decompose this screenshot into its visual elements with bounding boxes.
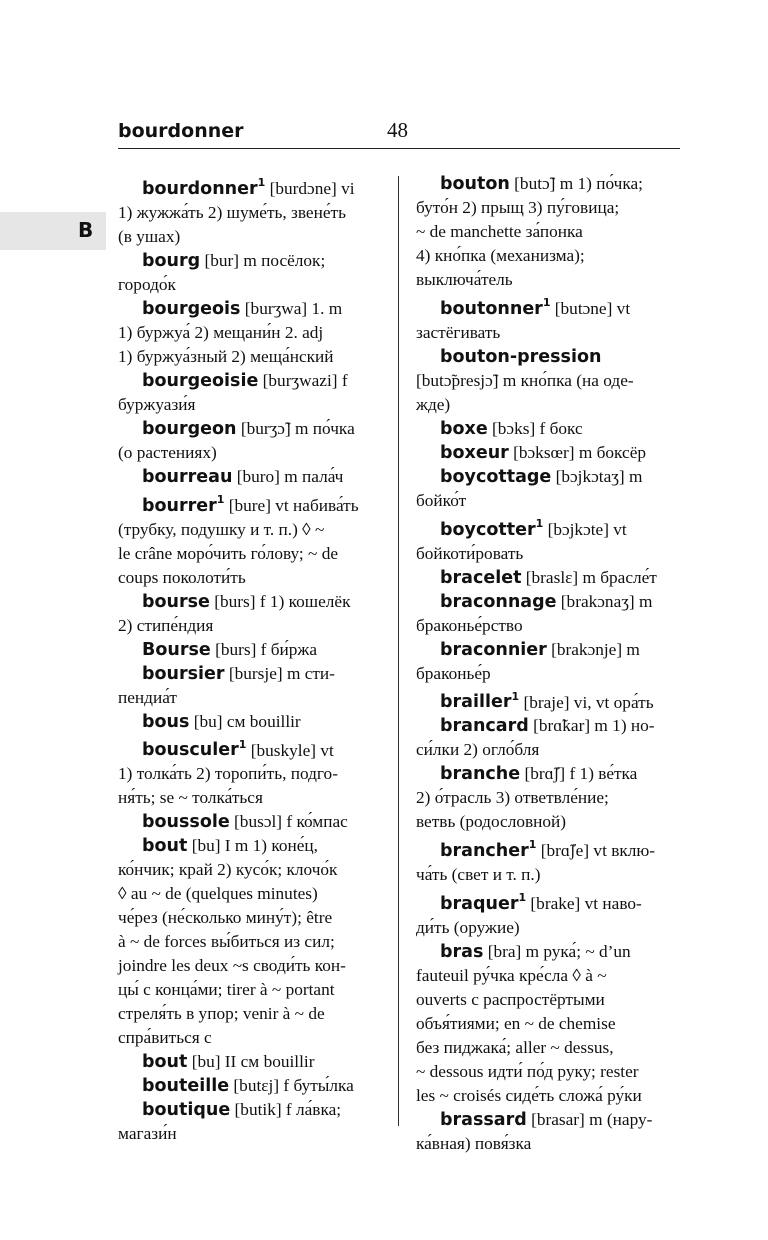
entry-text: [buro] m пала́ч — [232, 466, 344, 486]
entry-text: [busɔl] f ко́мпас — [229, 812, 348, 832]
entry-text: спра́виться с — [118, 1028, 212, 1048]
headword: brailler$^1$ — [440, 689, 520, 713]
entry-continuation — [416, 220, 682, 244]
headword: braconnier — [440, 639, 547, 660]
headword: bouton — [440, 174, 510, 194]
entry-text: цы́ с конца́ми; tirer à ~ portant — [118, 980, 335, 1000]
page-number: 48 — [387, 118, 408, 142]
headword: boxe — [440, 418, 488, 439]
entry-line — [118, 249, 382, 273]
entry-continuation — [416, 738, 682, 762]
entry-text: выключа́тель — [416, 270, 513, 289]
entry-continuation — [416, 268, 682, 292]
entry-continuation — [118, 393, 382, 417]
entry-continuation — [118, 762, 382, 786]
entry-text: [bra] m рука́; ~ d’un — [483, 942, 631, 962]
entry-text: ветвь (родословной) — [416, 812, 567, 832]
entry-line — [416, 887, 682, 916]
entry-text: [brɑ̃kar] m 1) но- — [528, 716, 655, 736]
entry-text: [braje] vi, vt ора́ть — [519, 692, 654, 712]
entry-text: ка́вная) повя́зка — [416, 1134, 532, 1154]
entry-continuation — [416, 321, 682, 345]
entry-text: объя́тиями; en ~ de chemise — [416, 1014, 616, 1034]
entry-line — [416, 762, 682, 786]
headword: bourgeon — [142, 418, 237, 439]
headword: brassard — [440, 1110, 527, 1131]
entry-text: (в ушах) — [118, 226, 181, 246]
entry-text: жде) — [416, 394, 451, 414]
entry-text: [brasar] m (нару- — [526, 1110, 653, 1130]
entry-text: [brake] vt наво- — [526, 894, 642, 914]
entry-text: ня́ть; se ~ толка́ться — [118, 788, 263, 808]
entry-continuation — [416, 1084, 682, 1108]
entry-text: ко́нчик; край 2) кусо́к; клочо́к — [118, 860, 338, 880]
headword: bourrer$^1$ — [142, 492, 225, 516]
entry-text: 4) кно́пка (механизма); — [416, 246, 585, 265]
headword: boutique — [142, 1100, 231, 1121]
entry-text: [burdɔne] vi — [265, 178, 355, 198]
entry-continuation — [416, 810, 682, 834]
entry-continuation — [118, 225, 382, 249]
entry-text: ~ dessous идти́ по́д руку; rester — [416, 1062, 639, 1082]
entry-text: бойко́т — [416, 490, 467, 510]
column-divider — [398, 176, 399, 1126]
entry-continuation — [118, 786, 382, 810]
entry-text: че́рез (не́сколько мину́т); être — [118, 908, 333, 928]
entry-text: застёгивать — [416, 322, 501, 342]
entry-text: fauteuil ру́чка кре́сла ◊ à ~ — [416, 966, 607, 986]
entry-line — [118, 465, 382, 489]
entry-continuation — [118, 906, 382, 930]
headword: bous — [142, 711, 190, 732]
entry-continuation — [416, 1036, 682, 1060]
entry-line — [416, 172, 682, 196]
entry-continuation — [416, 393, 682, 417]
right-column — [416, 172, 682, 1156]
headword: braquer$^1$ — [440, 891, 527, 915]
entry-continuation — [118, 1026, 382, 1050]
headword: branche — [440, 764, 521, 785]
entry-text: à ~ de forces вы́биться из сил; — [118, 932, 335, 952]
entry-text: ди́ть (оружие) — [416, 918, 520, 938]
headword: bras — [440, 942, 484, 963]
entry-line — [416, 1108, 682, 1132]
headword: bracelet — [440, 567, 522, 588]
entry-line — [118, 369, 382, 393]
entry-text: 1) толка́ть 2) торопи́ть, подго- — [118, 764, 338, 784]
headword: bout — [142, 1052, 188, 1073]
entry-continuation — [118, 954, 382, 978]
entry-continuation — [118, 273, 382, 297]
headword: boxeur — [440, 442, 509, 463]
entry-text: без пиджака́; aller ~ dessus, — [416, 1038, 614, 1058]
entry-continuation — [416, 369, 682, 393]
entry-continuation — [416, 662, 682, 686]
entry-text: ча́ть (свет и т. п.) — [416, 865, 541, 885]
entry-line — [118, 734, 382, 763]
headword: bourgeois — [142, 298, 241, 319]
entry-continuation — [118, 1002, 382, 1026]
entry-continuation — [118, 321, 382, 345]
entry-text: [butɔ̃] m 1) по́чка; — [509, 174, 643, 193]
headword: bouteille — [142, 1076, 230, 1097]
entry-text: le crâne моро́чить го́лову; ~ de — [118, 543, 339, 563]
entry-continuation — [118, 614, 382, 638]
entry-continuation — [118, 441, 382, 465]
headword: bousculer$^1$ — [142, 737, 247, 761]
entry-text: [butɔne] vt — [550, 298, 631, 318]
entry-continuation — [416, 964, 682, 988]
entry-text: 2) стипе́ндия — [118, 615, 214, 635]
headword: boussole — [142, 812, 230, 833]
entry-continuation — [118, 882, 382, 906]
headword: braconnage — [440, 591, 557, 612]
entry-continuation — [416, 1012, 682, 1036]
entry-line — [118, 662, 382, 686]
entry-text: [bɔjkɔtaʒ] m — [551, 466, 643, 486]
entry-text: joindre les deux ~s своди́ть кон- — [118, 956, 346, 976]
entry-line — [416, 513, 682, 542]
entry-line — [118, 417, 382, 441]
headword: bourgeoisie — [142, 370, 259, 391]
entry-continuation — [416, 244, 682, 268]
entry-text: [butɔ̃presjɔ̃] m кно́пка (на оде- — [416, 370, 634, 390]
entry-text: [bure] vt набива́ть — [224, 495, 359, 515]
entry-text: буто́н 2) прыщ 3) пу́говица; — [416, 198, 620, 217]
headword: boycotter$^1$ — [440, 516, 544, 540]
entry-text: браконье́рство — [416, 615, 523, 635]
entry-text: ~ de manchette за́понка — [416, 222, 583, 241]
entry-text: [bɔjkɔte] vt — [543, 519, 627, 539]
entry-text: магази́н — [118, 1124, 177, 1144]
entry-line — [118, 638, 382, 662]
entry-line — [118, 1098, 382, 1122]
running-head: bourdonner — [118, 120, 244, 142]
entry-text: [butik] f ла́вка; — [230, 1100, 342, 1120]
entry-continuation — [416, 863, 682, 887]
entry-text: [bɔksœr] m боксёр — [508, 442, 647, 462]
entry-line — [416, 345, 682, 369]
entry-text: (о растениях) — [118, 442, 217, 462]
entry-text: бойкоти́ровать — [416, 543, 524, 563]
headword: Bourse — [142, 639, 211, 660]
headword: brancard — [440, 716, 529, 737]
thumb-index-letter: B — [78, 218, 94, 242]
entry-text: буржуази́я — [118, 394, 196, 414]
entry-text: [butɛj] f буты́лка — [229, 1076, 354, 1096]
headword: boutonner$^1$ — [440, 296, 551, 319]
entry-text: [burʒɔ̃] m по́чка — [236, 418, 355, 438]
entry-continuation — [118, 201, 382, 225]
entry-text: [bu] см bouillir — [189, 711, 301, 731]
entry-text: браконье́р — [416, 663, 491, 683]
entry-text: 1) буржуа́ 2) мещани́н 2. adj — [118, 322, 324, 342]
entry-continuation — [416, 196, 682, 220]
entry-text: [burʒwa] 1. m — [240, 298, 343, 318]
entry-continuation — [416, 1132, 682, 1156]
entry-line — [118, 172, 382, 201]
entry-continuation — [118, 858, 382, 882]
entry-line — [416, 834, 682, 863]
entry-continuation — [118, 566, 382, 590]
entry-text: (трубку, подушку и т. п.) ◊ ~ — [118, 519, 325, 539]
entry-continuation — [416, 614, 682, 638]
entry-continuation — [416, 489, 682, 513]
headword: bourdonner$^1$ — [142, 176, 266, 199]
headword: boycottage — [440, 466, 552, 487]
entry-continuation — [118, 686, 382, 710]
entry-continuation — [416, 786, 682, 810]
headword: bourreau — [142, 466, 233, 487]
entry-continuation — [118, 542, 382, 566]
entry-text: стреля́ть в упор; venir à ~ de — [118, 1004, 325, 1024]
entry-line — [118, 710, 382, 734]
headword: boursier — [142, 663, 225, 684]
entry-line — [416, 940, 682, 964]
entry-line — [118, 590, 382, 614]
entry-continuation — [118, 518, 382, 542]
headword: bouton-pression — [440, 346, 602, 367]
entry-text: [burs] f би́ржа — [210, 639, 318, 659]
entry-text: ouverts с распростёртыми — [416, 990, 605, 1010]
entry-text: [bur] m посёлок; — [200, 250, 326, 270]
entry-text: 2) о́трасль 3) ответвле́ние; — [416, 788, 609, 808]
entry-continuation — [416, 1060, 682, 1084]
entry-line — [118, 297, 382, 321]
entry-text: les ~ croisés сиде́ть сложа́ ру́ки — [416, 1086, 642, 1106]
entry-continuation — [416, 916, 682, 940]
entry-text: [buskyle] vt — [246, 740, 334, 760]
entry-text: 1) жужжа́ть 2) шуме́ть, звене́ть — [118, 202, 346, 222]
headword: bourg — [142, 250, 201, 271]
entry-line — [118, 810, 382, 834]
entry-text: [brakɔnaʒ] m — [556, 591, 653, 611]
entry-line — [416, 590, 682, 614]
entry-line — [416, 638, 682, 662]
entry-continuation — [118, 1122, 382, 1146]
headword: bout — [142, 836, 188, 857]
entry-text: городо́к — [118, 274, 176, 294]
entry-continuation — [118, 978, 382, 1002]
entry-line — [416, 714, 682, 738]
entry-text: [burs] f 1) кошелёк — [209, 591, 351, 611]
entry-line — [416, 441, 682, 465]
entry-line — [118, 1074, 382, 1098]
entry-text: [brakɔnje] m — [546, 639, 640, 659]
entry-text: [bu] II см bouillir — [187, 1052, 315, 1072]
entry-line — [416, 465, 682, 489]
entry-text: [bɔks] f бокс — [487, 418, 583, 438]
headword: brancher$^1$ — [440, 838, 537, 862]
entry-line — [118, 489, 382, 518]
entry-text: coups поколоти́ть — [118, 567, 246, 587]
entry-text: [bursje] m сти- — [224, 663, 335, 683]
entry-line — [416, 686, 682, 715]
entry-continuation — [416, 542, 682, 566]
entry-line — [416, 292, 682, 321]
entry-line — [118, 1050, 382, 1074]
entry-text: 1) буржуа́зный 2) меща́нский — [118, 346, 334, 366]
entry-text: ◊ au ~ de (quelques minutes) — [118, 884, 318, 904]
entry-continuation — [416, 988, 682, 1012]
entry-text: [bu] I m 1) коне́ц, — [187, 836, 319, 856]
entry-text: пендиа́т — [118, 687, 177, 707]
entry-text: [burʒwazi] f — [258, 370, 348, 390]
entry-continuation — [118, 345, 382, 369]
entry-text: [brɑ̃ʃ] f 1) ве́тка — [520, 764, 638, 784]
entry-continuation — [118, 930, 382, 954]
entry-line — [416, 566, 682, 590]
entry-line — [118, 834, 382, 858]
headword: bourse — [142, 591, 210, 612]
entry-text: [brɑ̃ʃe] vt вклю- — [536, 841, 656, 861]
entry-line — [416, 417, 682, 441]
entry-text: [braslɛ] m брасле́т — [521, 567, 657, 587]
header-rule — [118, 148, 680, 149]
entry-text: си́лки 2) огло́бля — [416, 740, 540, 760]
left-column — [118, 172, 382, 1146]
